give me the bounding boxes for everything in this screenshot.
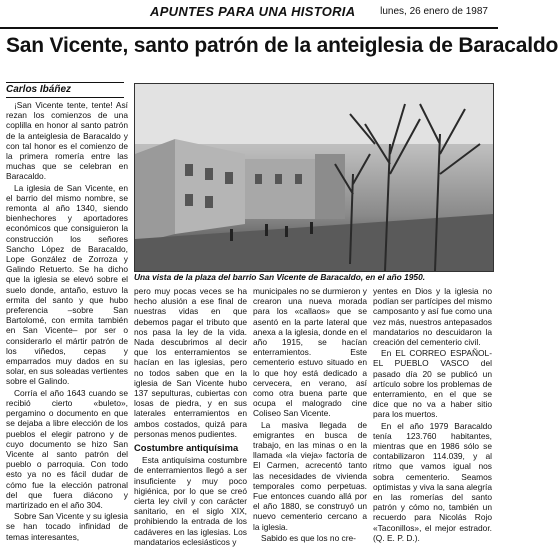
paragraph: En el año 1979 Baracaldo tenía 123.760 habitantes, mientras que en 1986 sólo se contabilizaron 114.039, y al ritmo que vamos igual nos sobra cementerio. Seamos optimistas y viva la sana alegría en las romerías del santo patrón y cómo no, también un recuerdo para Nicolás Rojo «Taconillos», el mejor estrador. (Q. E. P. D.). bbox=[373, 420, 492, 543]
paragraph: ¡San Vicente tente, tente! Así rezan los comienzos de una coplilla en honor al santo patrón de la anteiglesia de Baracaldo y con tal honor es el comienzo de la primera romería entre las muchas que se celebran en Baracaldo. bbox=[6, 100, 128, 182]
paragraph: Sobre San Vicente y su iglesia se han tocado infinidad de temas interesantes, bbox=[6, 511, 128, 542]
photo-caption: Una vista de la plaza del barrio San Vicente de Baracaldo, en el año 1950. bbox=[134, 272, 426, 282]
paragraph: En EL CORREO ESPAÑOL-EL PUEBLO VASCO del pasado día 20 se publicó un artículo sobre los problemas de enterramiento, en el que se dice que no va a haber sitio para los muertos. bbox=[373, 348, 492, 420]
subheading: Costumbre antiquísima bbox=[134, 442, 239, 454]
paragraph: La iglesia de San Vicente, en el barrio del mismo nombre, se remonta al año 1340, siendo bienhechores y aportadores económicos que consiguieron la construcción los señores Sancho López de Baracaldo, Lope González de Zorroza y Galindo Retuerto. Se ha dicho que la iglesia se elevó sobre el suelo donde, antaño, estuvo la ermita del santo y que hubo preferencia –sobre San Bartolomé, con ermita también en San Vicente– por ser o considerarlo el mártir patrón de los viñedos, cepas y emparrados muy dados en su solar, en sus soleadas vertientes sobre el Galindo. bbox=[6, 182, 128, 387]
column-3 bbox=[253, 286, 367, 543]
page-header bbox=[0, 4, 498, 26]
byline: Carlos Ibáñez bbox=[6, 82, 124, 98]
street-photo bbox=[134, 83, 494, 272]
paragraph: Sabido es que los no cre- bbox=[261, 532, 356, 543]
column-1 bbox=[6, 100, 128, 542]
paragraph: Esta antiquísima costumbre de enterramientos llegó a ser insuficiente y muy poco higiénica, por lo que se creó cierta ley civil y con carácter sanitario, en el siglo XIX, prohibiendo la entrada de los cadáveres en las iglesias. Los mandatarios eclesiásticos y bbox=[134, 455, 247, 547]
issue-date: lunes, 26 enero de 1987 bbox=[380, 6, 488, 17]
header-rule bbox=[0, 27, 498, 29]
column-2 bbox=[134, 286, 247, 547]
paragraph: Corría el año 1643 cuando se recibió cierto «buleto», pergamino o documento en que se dejaba a libre elección de los pueblos el elegir patrono y de cuyo documento se hizo San Vicente al santo patrón del pueblo o parroquia. Con todo esto ya no es fácil dudar de cómo fue la elección patronal del que fuera diácono y martirizado en el año 304. bbox=[6, 387, 128, 510]
headline: San Vicente, santo patrón de la anteiglesia de Baracaldo bbox=[6, 34, 558, 57]
photo-illustration bbox=[135, 84, 493, 271]
column-4 bbox=[373, 286, 492, 543]
section-title: APUNTES PARA UNA HISTORIA bbox=[150, 4, 356, 19]
paragraph: municipales no se durmieron y crearon una nueva morada para los «callaos» que se asentó en la parte lateral que anexa a la iglesia, donde en el año 1915, se hacían enterramientos. Este cementerio estuvo situado en lo que hoy está dedicado a cervecera, en verano, así como otra buena parte que ocupa el malogrado cine Coliseo San Vicente. bbox=[253, 286, 367, 419]
paragraph: pero muy pocas veces se ha hecho alusión a ese final de nuestras vidas en que debemos pagar el tributo que nos pasa la ley de la vida. Nada descubrimos al decir que los enterramientos se hacían en las iglesias, pero no todos saben que en la iglesia de San Vicente hubo 137 sepulturas, cubiertas con losas de piedra, y en sus laterales enterramientos en ambos costados, quizá para personas menos pudientes. bbox=[134, 286, 247, 439]
paragraph: La masiva llegada de emigrantes en busca de trabajo, en las minas o en la llamada «la vieja» factoría de El Carmen, acrecentó tanto las necesidades de vivienda temporales como perpetuas. Fue entonces cuando allá por el año 1880, se construyó un nuevo cementerio cercano a la iglesia. bbox=[253, 419, 367, 532]
paragraph: yentes en Dios y la iglesia no podían ser partícipes del mismo camposanto y así fue como una vez más, nuestros antepasados mandatarios no descuidaron la creación del cementerio civil. bbox=[373, 286, 492, 348]
